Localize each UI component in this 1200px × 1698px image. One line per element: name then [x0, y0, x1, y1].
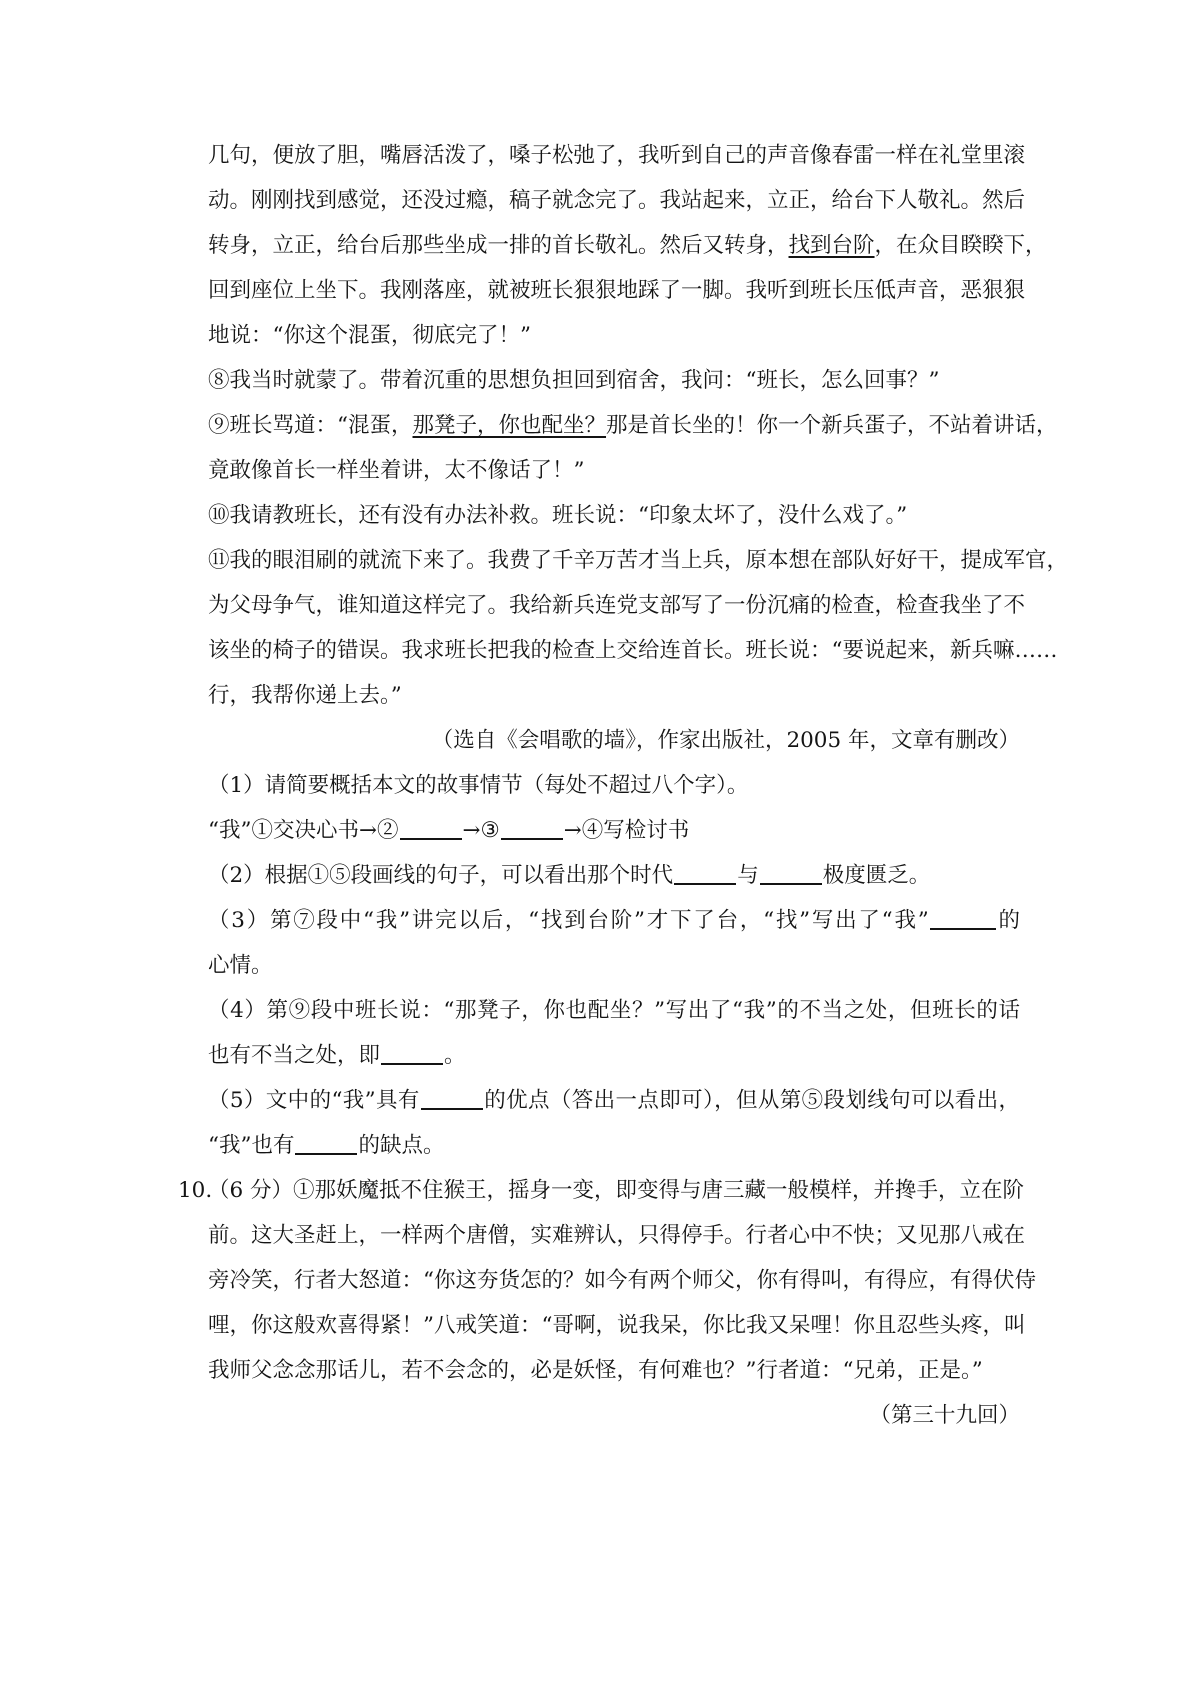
answer-blank[interactable]: [760, 863, 822, 885]
text-segment: ，在众目睽睽下，: [874, 233, 1047, 258]
text-segment: （5）文中的“我”具有: [208, 1088, 420, 1113]
text-segment: →③: [462, 818, 500, 843]
paragraph-7-line-2: 动。刚刚找到感觉，还没过瘾，稿子就念完了。我站起来，立正，给台下人敬礼。然后: [208, 188, 1026, 213]
text-segment: 那是首长坐的！你一个新兵蛋子，不站着讲话，: [606, 413, 1058, 438]
question-10-line-3: 旁冷笑，行者大怒道：“你这夯货怎的？如今有两个师父，你有得叫，有得应，有得伏侍: [208, 1268, 1036, 1293]
text-segment: 的: [996, 908, 1020, 933]
answer-blank[interactable]: [295, 1133, 357, 1155]
chapter-reference: （第三十九回）: [869, 1403, 1020, 1428]
answer-blank[interactable]: [930, 908, 996, 930]
text-segment: 极度匮乏。: [822, 863, 931, 888]
text-segment: （3）第⑦段中“我”讲完以后，“找到台阶”才下了台，“找”写出了“我”: [208, 908, 929, 933]
paragraph-7-line-1: 几句，便放了胆，嘴唇活泼了，嗓子松弛了，我听到自己的声音像春雷一样在礼堂里滚: [208, 143, 1026, 168]
paragraph-11-line-1: ⑪我的眼泪刷的就流下来了。我费了千辛万苦才当上兵，原本想在部队好好干，提成军官，: [208, 548, 1069, 573]
question-4-line-2: [208, 1041, 1020, 1071]
question-10-line-2: 前。这大圣赶上，一样两个唐僧，实难辨认，只得停手。行者心中不快；又见那八戒在: [208, 1223, 1026, 1248]
question-10-line-1: （6 分）①那妖魔抵不住猴王，摇身一变，即变得与唐三藏一般模样，并搀手，立在阶: [208, 1178, 1025, 1203]
question-5-line-2: [208, 1131, 1020, 1161]
question-10-line-5: 我师父念念那话儿，若不会念的，必是妖怪，有何难也？”行者道：“兄弟，正是。”: [208, 1358, 983, 1383]
question-4-line-1: （4）第⑨段中班长说：“那凳子，你也配坐？”写出了“我”的不当之处，但班长的话: [208, 998, 1020, 1023]
paragraph-9-line-2: 竟敢像首长一样坐着讲，太不像话了！”: [208, 458, 585, 483]
text-segment: “我”①交决心书→②: [208, 818, 399, 843]
question-1-plot-chain: [208, 816, 1020, 846]
text-segment: （2）根据①⑤段画线的句子，可以看出那个时代: [208, 863, 674, 888]
text-segment: 与: [737, 863, 759, 888]
text-segment: 转身，立正，给台后那些坐成一排的首长敬礼。然后又转身，: [208, 233, 789, 258]
text-segment: 也有不当之处，即: [208, 1043, 381, 1068]
paragraph-8: ⑧我当时就蒙了。带着沉重的思想负担回到宿舍，我问：“班长，怎么回事？”: [208, 368, 940, 393]
text-segment: 的优点（答出一点即可），但从第⑤段划线句可以看出，: [483, 1088, 1020, 1113]
paragraph-7-line-4: 回到座位上坐下。我刚落座，就被班长狠狠地踩了一脚。我听到班长压低声音，恶狠狠: [208, 278, 1026, 303]
question-5-line-1: [208, 1086, 1020, 1116]
paragraph-7-line-3: [208, 231, 1047, 261]
underlined-phrase: 找到台阶: [788, 233, 875, 258]
question-10-line-4: 哩，你这般欢喜得紧！”八戒笑道：“哥啊，说我呆，你比我又呆哩！你且忍些头疼，叫: [208, 1313, 1026, 1338]
answer-blank[interactable]: [501, 818, 563, 840]
paragraph-7-line-5: 地说：“你这个混蛋，彻底完了！”: [208, 323, 531, 348]
underlined-phrase: 那凳子，你也配坐？: [412, 413, 607, 438]
text-segment: 的缺点。: [358, 1133, 445, 1158]
question-10-number: 10.: [178, 1178, 213, 1203]
text-segment: “我”也有: [208, 1133, 295, 1158]
answer-blank[interactable]: [421, 1088, 483, 1110]
source-citation: （选自《会唱歌的墙》，作家出版社，2005 年，文章有删改）: [431, 728, 1020, 753]
answer-blank[interactable]: [674, 863, 736, 885]
answer-blank[interactable]: [400, 818, 462, 840]
paragraph-9-line-1: [208, 411, 1058, 441]
paragraph-11-line-2: 为父母争气，谁知道这样完了。我给新兵连党支部写了一份沉痛的检查，检查我坐了不: [208, 593, 1026, 618]
answer-blank[interactable]: [381, 1043, 443, 1065]
question-2: [208, 861, 1020, 891]
paragraph-11-line-3: 该坐的椅子的错误。我求班长把我的检查上交给连首长。班长说：“要说起来，新兵嘛……: [208, 638, 1058, 663]
paragraph-10: ⑩我请教班长，还有没有办法补救。班长说：“印象太坏了，没什么戏了。”: [208, 503, 908, 528]
paragraph-11-line-4: 行，我帮你递上去。”: [208, 683, 402, 708]
question-1: （1）请简要概括本文的故事情节（每处不超过八个字）。: [208, 773, 749, 798]
text-segment: ⑨班长骂道：“混蛋，: [208, 413, 413, 438]
text-segment: →④写检讨书: [563, 818, 690, 843]
question-3-line-1: [208, 906, 1020, 936]
text-segment: 。: [444, 1043, 466, 1068]
question-3-line-2: 心情。: [208, 953, 273, 978]
